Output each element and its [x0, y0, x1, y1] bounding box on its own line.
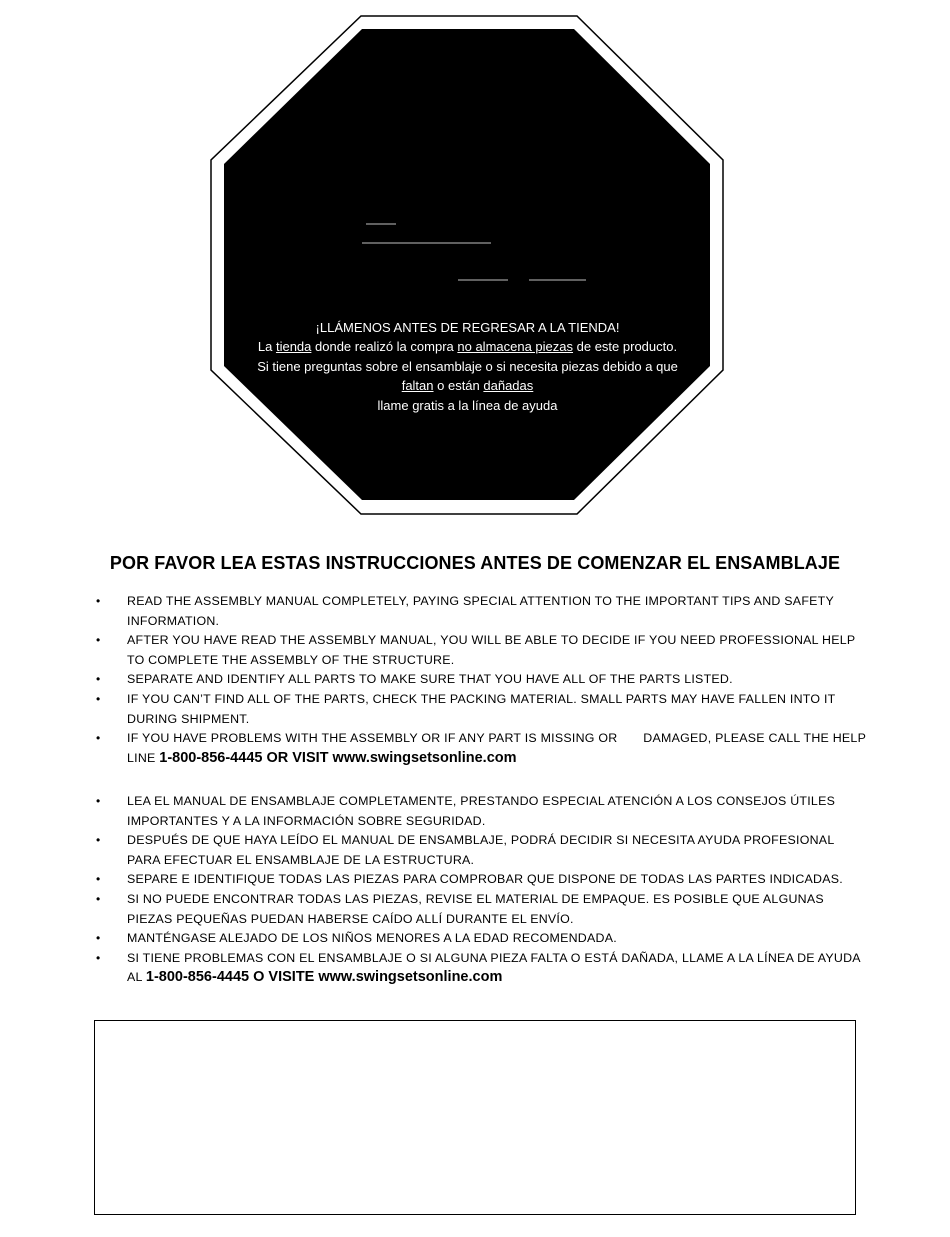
notice-questions-line: Si tiene preguntas sobre el ensamblaje o si necesita piezas debido a que: [257, 358, 678, 374]
octagon-shape: [0, 0, 950, 530]
list-item: • READ THE ASSEMBLY MANUAL COMPLETELY, PAYING SPECIAL ATTENTION TO THE IMPORTANT TIPS AND SAFETY INFORMATION.: [96, 594, 834, 628]
list-item: • SEPARE E IDENTIFIQUE TODAS LAS PIEZAS PARA COMPROBAR QUE DISPONE DE TODAS LAS PARTES INDICADAS.: [96, 872, 843, 887]
notice-store-line: La tienda donde realizó la compra no almacena piezas de este producto.: [257, 339, 678, 355]
list-item: • MANTÉNGASE ALEJADO DE LOS NIÑOS MENORES A LA EDAD RECOMENDADA.: [96, 931, 617, 946]
page-heading: POR FAVOR LEA ESTAS INSTRUCCIONES ANTES DE COMENZAR EL ENSAMBLAJE: [109, 553, 841, 573]
spanish-instructions-list: [96, 792, 866, 988]
notice-missing-line: faltan o están dañadas: [401, 378, 534, 394]
call-before-return-notice: [225, 318, 710, 415]
list-item: • SI NO PUEDE ENCONTRAR TODAS LAS PIEZAS, REVISE EL MATERIAL DE EMPAQUE. ES POSIBLE QUE ALGUNAS PIEZAS PEQUEÑAS PUEDAN HABERSE CAÍDO ALLÍ DURANTE EL ENVÍO.: [96, 891, 824, 926]
list-item: • DESPUÉS DE QUE HAYA LEÍDO EL MANUAL DE ENSAMBLAJE, PODRÁ DECIDIR SI NECESITA AYUDA PROFESIONAL PARA EFECTUAR EL ENSAMBLAJE DE LA ESTRUCTURA.: [96, 833, 834, 867]
list-item-helpline: • IF YOU HAVE PROBLEMS WITH THE ASSEMBLY OR IF ANY PART IS MISSING OR DAMAGED, PLEASE CALL THE HELP LINE 1-800-856-4445 OR VISIT www.swingsetsonline.com: [96, 731, 870, 766]
notice-helpline-line: llame gratis a la línea de ayuda: [377, 397, 558, 413]
stop-sign-callout: [0, 0, 950, 530]
list-item: • IF YOU CAN’T FIND ALL OF THE PARTS, CHECK THE PACKING MATERIAL. SMALL PARTS MAY HAVE FALLEN INTO IT DURING SHIPMENT.: [96, 691, 836, 726]
helpline-phone-website: 1-800-856-4445 O VISITE www.swingsetsonline.com: [145, 969, 503, 986]
list-item: • SEPARATE AND IDENTIFY ALL PARTS TO MAKE SURE THAT YOU HAVE ALL OF THE PARTS LISTED.: [96, 672, 733, 687]
english-instructions-list: [96, 592, 870, 768]
list-item-helpline: • SI TIENE PROBLEMAS CON EL ENSAMBLAJE O SI ALGUNA PIEZA FALTA O ESTÁ DAÑADA, LLAME A LA LÍNEA DE AYUDA AL 1-800-856-4445 O VISITE www.swingsetsonline.com: [96, 950, 861, 986]
list-item: • LEA EL MANUAL DE ENSAMBLAJE COMPLETAMENTE, PRESTANDO ESPECIAL ATENCIÓN A LOS CONSEJOS ÚTILES IMPORTANTES Y A LA INFORMACIÓN SOBRE SEGURIDAD.: [96, 794, 836, 828]
blank-box: [94, 1020, 856, 1215]
helpline-phone-website: 1-800-856-4445 OR VISIT www.swingsetsonline.com: [159, 749, 517, 766]
list-item: • AFTER YOU HAVE READ THE ASSEMBLY MANUAL, YOU WILL BE ABLE TO DECIDE IF YOU NEED PROFESSIONAL HELP TO COMPLETE THE ASSEMBLY OF THE STRUCTURE.: [96, 633, 856, 667]
notice-title: ¡LLÁMENOS ANTES DE REGRESAR A LA TIENDA!: [315, 320, 620, 335]
